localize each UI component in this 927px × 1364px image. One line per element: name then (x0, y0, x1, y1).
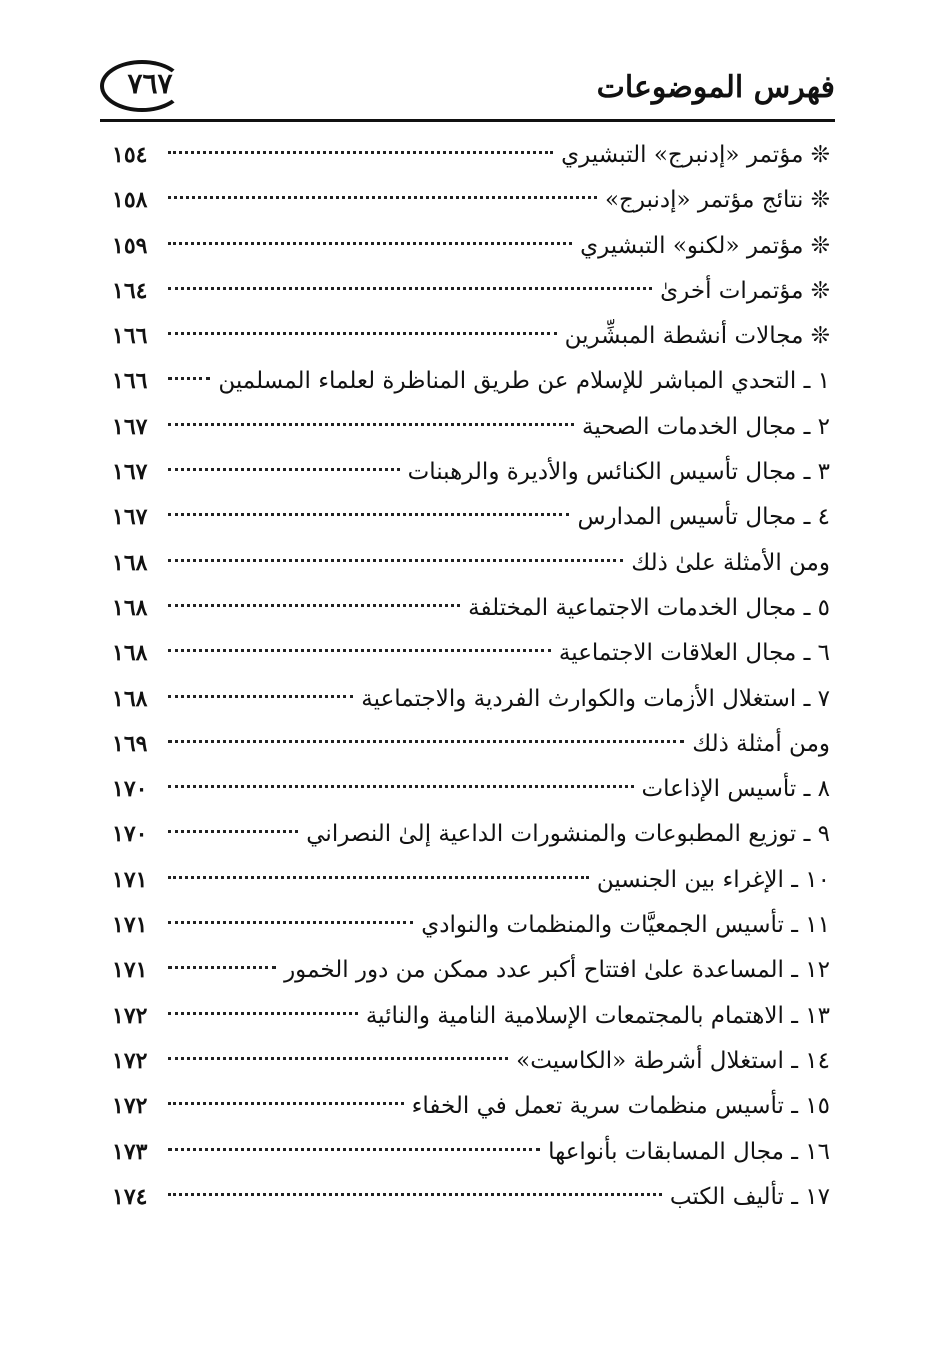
toc-entry-title: ٨ ـ تأسيس الإذاعات (641, 776, 830, 803)
dot-leader (168, 830, 298, 833)
dot-leader (168, 559, 623, 562)
toc-entry-page: ١٦٧ (112, 504, 148, 531)
toc-entry (112, 677, 830, 722)
toc-entry (112, 586, 830, 631)
toc-entry-page: ١٧٢ (112, 1047, 148, 1074)
toc-entry-page: ١٧٢ (112, 1002, 148, 1029)
dot-leader (168, 468, 400, 471)
toc-entry (112, 224, 830, 269)
toc-entry-title: ٦ ـ مجال العلاقات الاجتماعية (558, 640, 830, 667)
toc-entry-page: ١٧٣ (112, 1138, 148, 1165)
toc-entry-page: ١٥٤ (112, 142, 148, 168)
toc-entry-title: ٥ ـ مجال الخدمات الاجتماعية المختلفة (468, 594, 830, 621)
toc-entry (112, 495, 830, 540)
dot-leader (168, 1193, 662, 1196)
toc-entry (112, 1130, 830, 1175)
dot-leader (168, 242, 572, 245)
toc-entry-title: ٢ ـ مجال الخدمات الصحية (582, 413, 830, 440)
toc-entry (112, 541, 830, 586)
toc-entry (112, 858, 830, 903)
table-of-contents (112, 133, 830, 1220)
dot-leader (168, 287, 652, 290)
toc-entry-title: ❊ نتائج مؤتمر «إدنبرج» (604, 187, 830, 214)
toc-entry (112, 133, 830, 178)
page-title: فهرس الموضوعات (596, 70, 835, 105)
dot-leader (168, 695, 353, 698)
toc-entry-title: ❊ مؤتمرات أخرىٰ (660, 277, 830, 304)
dot-leader (168, 1012, 358, 1015)
dot-leader (168, 1057, 508, 1060)
dot-leader (168, 740, 684, 743)
toc-entry-page: ١٦٦ (112, 323, 148, 350)
header-divider (100, 119, 835, 122)
toc-entry-page: ١٧٤ (112, 1183, 148, 1210)
toc-entry-page: ١٦٦ (112, 368, 148, 395)
toc-entry-title: ٣ ـ مجال تأسيس الكنائس والأديرة والرهبنات (407, 459, 830, 486)
toc-entry-title: ١٤ ـ استغلال أشرطة «الكاسيت» (516, 1047, 830, 1074)
toc-entry (112, 1175, 830, 1220)
toc-entry-page: ١٧٠ (112, 821, 148, 848)
dot-leader (168, 513, 569, 516)
toc-entry-title: ٤ ـ مجال تأسيس المدارس (577, 504, 830, 531)
toc-entry-title: ١٠ ـ الإغراء بين الجنسين (596, 866, 830, 893)
dot-leader (168, 649, 551, 652)
dot-leader (168, 196, 597, 199)
toc-entry-title: ومن أمثلة ذلك (692, 730, 830, 757)
toc-entry (112, 903, 830, 948)
toc-entry (112, 631, 830, 676)
toc-entry (112, 767, 830, 812)
dot-leader (168, 876, 589, 879)
toc-entry-page: ١٦٨ (112, 549, 148, 576)
dot-leader (168, 966, 276, 969)
toc-entry-title: ١٢ ـ المساعدة علىٰ افتتاح أكبر عدد ممكن من دور الخمور (284, 957, 830, 984)
toc-entry (112, 359, 830, 404)
dot-leader (168, 377, 210, 380)
toc-entry-title: ١٥ ـ تأسيس منظمات سرية تعمل في الخفاء (411, 1093, 830, 1120)
dot-leader (168, 921, 413, 924)
toc-entry-title: ٧ ـ استغلال الأزمات والكوارث الفردية والاجتماعية (361, 685, 830, 712)
toc-entry (112, 1039, 830, 1084)
toc-entry-page: ١٥٨ (112, 187, 148, 214)
toc-entry (112, 722, 830, 767)
toc-entry-page: ١٧٠ (112, 776, 148, 803)
toc-entry-page: ١٧١ (112, 866, 148, 893)
dot-leader (168, 151, 553, 154)
toc-entry-title: ١٦ ـ مجال المسابقات بأنواعها (548, 1138, 830, 1165)
toc-entry-title: ❊ مجالات أنشطة المبشِّرين (564, 323, 830, 350)
toc-entry (112, 450, 830, 495)
toc-entry (112, 948, 830, 993)
page-number: ٧٦٧ (127, 67, 173, 100)
toc-entry (112, 1084, 830, 1129)
toc-entry-title: ❊ مؤتمر «إدنبرج» التبشيري (561, 142, 830, 168)
toc-entry (112, 178, 830, 223)
dot-leader (168, 1102, 404, 1105)
page-header (100, 60, 835, 118)
toc-entry-title: ١٣ ـ الاهتمام بالمجتمعات الإسلامية النامية والنائية (365, 1002, 830, 1029)
toc-entry-title: ١١ ـ تأسيس الجمعيَّات والمنظمات والنوادي (421, 912, 830, 939)
dot-leader (168, 785, 634, 788)
toc-entry-title: ١ ـ التحدي المباشر للإسلام عن طريق المناظرة لعلماء المسلمين (218, 368, 830, 395)
toc-entry-page: ١٦٨ (112, 685, 148, 712)
toc-entry-page: ١٥٩ (112, 232, 148, 259)
toc-entry-title: ٩ ـ توزيع المطبوعات والمنشورات الداعية إلىٰ النصراني (306, 821, 830, 848)
toc-entry (112, 812, 830, 857)
dot-leader (168, 423, 574, 426)
toc-entry (112, 405, 830, 450)
toc-entry-page: ١٧١ (112, 912, 148, 939)
dot-leader (168, 332, 557, 335)
toc-entry-title: ١٧ ـ تأليف الكتب (669, 1183, 830, 1210)
dot-leader (168, 1148, 540, 1151)
toc-entry-page: ١٧١ (112, 957, 148, 984)
toc-entry (112, 994, 830, 1039)
toc-entry (112, 269, 830, 314)
toc-entry-page: ١٦٩ (112, 730, 148, 757)
toc-entry-title: ومن الأمثلة علىٰ ذلك (631, 549, 830, 576)
toc-entry-page: ١٦٧ (112, 413, 148, 440)
toc-entry-page: ١٦٧ (112, 459, 148, 486)
toc-entry-page: ١٧٢ (112, 1093, 148, 1120)
toc-entry-page: ١٦٨ (112, 594, 148, 621)
dot-leader (168, 604, 460, 607)
toc-entry-page: ١٦٨ (112, 640, 148, 667)
toc-entry-title: ❊ مؤتمر «لكنو» التبشيري (580, 232, 830, 259)
toc-entry-page: ١٦٤ (112, 277, 148, 304)
toc-entry (112, 314, 830, 359)
